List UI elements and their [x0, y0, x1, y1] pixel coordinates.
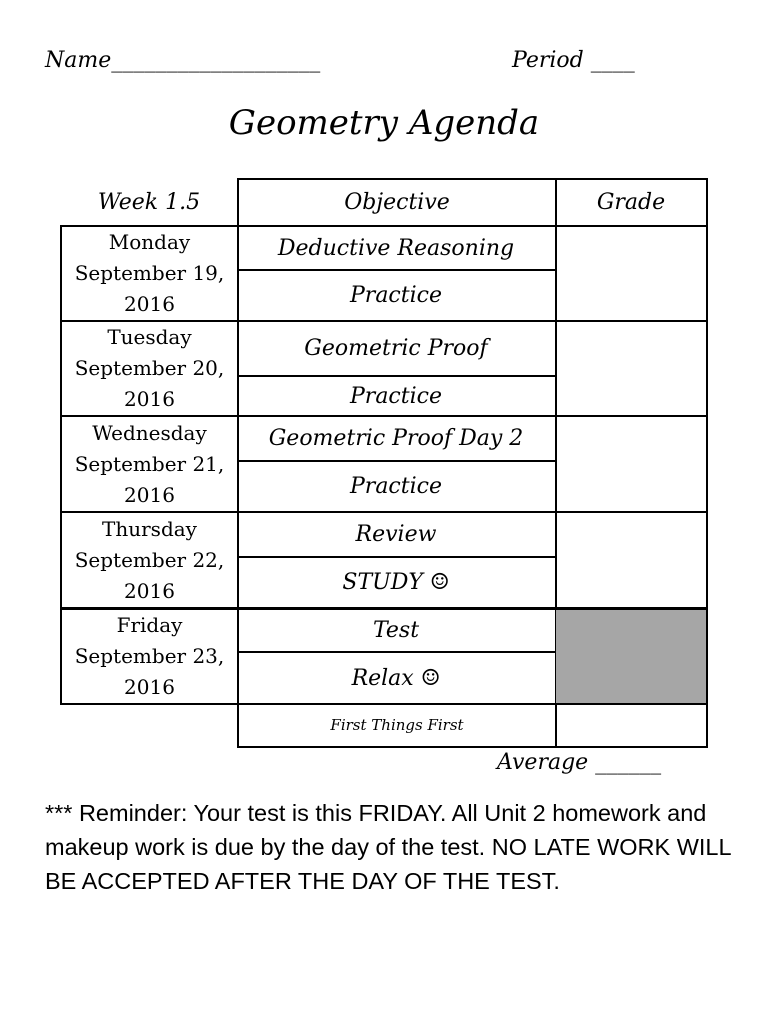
- objective-friday-1: Test: [237, 607, 557, 653]
- reminder-text: *** Reminder: Your test is this FRIDAY. All Unit 2 homework and makeup work is due by the day of the test. NO LATE WORK WILL BE ACCEPTED AFTER THE DAY OF THE TEST.: [45, 800, 731, 894]
- day-cell-monday: Monday September 19, 2016: [60, 225, 239, 322]
- objective-monday-1: Deductive Reasoning: [237, 225, 557, 271]
- name-field: Name___________________: [45, 48, 321, 73]
- day-cell-friday: Friday September 23, 2016: [60, 607, 239, 705]
- page-title: Geometry Agenda: [228, 103, 540, 143]
- grade-cell-monday: [556, 225, 708, 322]
- grade-cell-tuesday: [556, 320, 708, 417]
- grade-cell-footer: [556, 703, 708, 748]
- grade-cell-friday-shaded: [556, 607, 708, 705]
- day-cell-wednesday: Wednesday September 21, 2016: [60, 415, 239, 513]
- objective-thursday-2: STUDY ☺: [237, 556, 557, 609]
- average-field: Average ______: [497, 750, 662, 775]
- footer-note: First Things First: [237, 703, 557, 748]
- week-label: Week 1.5: [97, 190, 201, 215]
- period-field: Period ____: [512, 48, 635, 73]
- grade-header: Grade: [556, 178, 708, 227]
- objective-tuesday-2: Practice: [237, 375, 557, 417]
- objective-wednesday-2: Practice: [237, 460, 557, 513]
- objective-monday-2: Practice: [237, 269, 557, 322]
- objective-header: Objective: [237, 178, 557, 227]
- objective-thursday-1: Review: [237, 511, 557, 558]
- grade-cell-wednesday: [556, 415, 708, 513]
- day-cell-thursday: Thursday September 22, 2016: [60, 511, 239, 609]
- agenda-table: [60, 178, 708, 748]
- objective-tuesday-1: Geometric Proof: [237, 320, 557, 377]
- grade-cell-thursday: [556, 511, 708, 609]
- day-cell-tuesday: Tuesday September 20, 2016: [60, 320, 239, 417]
- objective-friday-2: Relax ☺: [237, 651, 557, 705]
- objective-wednesday-1: Geometric Proof Day 2: [237, 415, 557, 462]
